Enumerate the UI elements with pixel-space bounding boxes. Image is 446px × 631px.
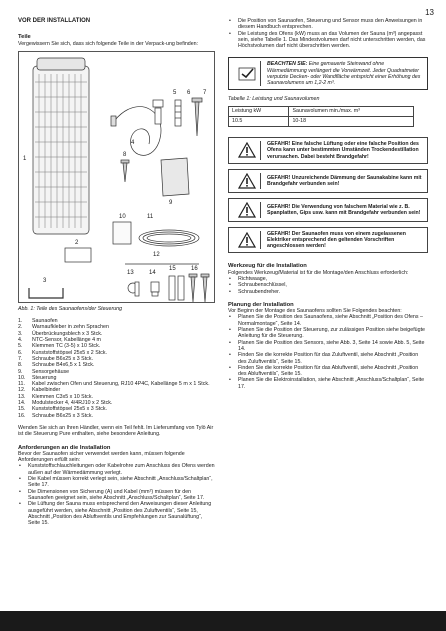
danger-box [228, 169, 428, 193]
screw-2-drawing [189, 274, 209, 302]
callout-13: 13 [127, 269, 134, 276]
warning-triangle-icon [233, 202, 261, 218]
list-item: • Die Dimensionen von Sicherung (A) und Kabel (mm²) müssen für den Saunaofen geeignet sein, siehe Abschnitt „Anschluss/Schaltplan“, Seite 17. [18, 489, 215, 502]
footer-bar [0, 611, 446, 631]
parts-intro: Vergewissern Sie sich, dass sich folgende Teile in der Verpack-ung befinden: [18, 40, 199, 47]
list-item: • Schraubendreher. [228, 289, 428, 295]
item-text: NTC-Sensor, Kabellänge 4 m [32, 337, 101, 344]
planning-intro: Vor Beginn der Montage des Saunaofens sollten Sie Folgendes beachten: [228, 308, 402, 315]
bridge-plate-drawing [29, 288, 63, 298]
list-item: • Planen Sie die Elektroinstallation, siehe Abschnitt „Anschluss/Schaltplan“, Seite 17. [228, 377, 428, 390]
table-cell: 10.5 [229, 116, 289, 126]
list-item: • Finden Sie die korrekte Position für das Abluftventil, siehe Abschnitt „Position des Abluftventils“, Seite 15. [228, 365, 428, 378]
note-box [228, 57, 428, 90]
danger-text: GEFAHR! Die Verwendung von falschem Material wie z. B. Spanplatten, Gips usw. kann mit Brandgefahr verbunden sein! [267, 203, 421, 216]
item-text: Klemmen TC (3-5) x 10 Stck. [32, 343, 101, 350]
requirements-intro: Bevor der Saunaofen sicher verwendet werden kann, müssen folgende Anforderungen erfüllt sein: [18, 450, 185, 464]
tools-intro: Folgendes Werkzeug/Material ist für die Montage/den Anschluss erforderlich: [228, 269, 409, 276]
figure-caption: Abb. 1: Teile des Saunaofens/der Steuerung [18, 305, 123, 312]
item-number: 15. [18, 406, 26, 413]
tools-heading: Werkzeug für die Installation [228, 263, 307, 270]
callout-9: 9 [169, 199, 173, 206]
item-number: 16. [18, 412, 26, 419]
item-number: 8. [18, 362, 23, 369]
table-header-cell: Saunavolumen min./max. m³ [289, 106, 414, 116]
item-number: 2. [18, 324, 23, 331]
list-item: • Die Lüftung der Sauna muss entsprechend den Anweisungen dieser Anleitung ausgeführt werden, siehe Abschnitt „Position des Zuluftventils“, Seite 15, Abschnitt „Position des Abluftventils und Empfehlungen zur Saunalüftung“, Seite 15. [18, 501, 215, 526]
planning-heading: Planung der Installation [228, 301, 294, 308]
right-column [228, 18, 428, 390]
table-header-row [229, 106, 414, 116]
item-number: 4. [18, 337, 23, 344]
parts-heading: Teile [18, 34, 31, 41]
item-text: Klemmen C3x5 x 10 Stck. [32, 393, 93, 400]
list-item: • Die Leistung des Ofens (kW) muss an das Volumen der Sauna (m³) angepasst sein, siehe Tabelle 1. Das Mindestvolumen darf nicht unterschritten werden, das Höchstvolumen darf nicht überschritten werden. [228, 31, 428, 50]
danger-text: GEFAHR! Der Saunaofen muss von einem zugelassenen Elektriker entsprechend den geltenden Vorschriften angeschlossen werden! [267, 230, 406, 250]
item-number: 13. [18, 393, 26, 400]
item-text: Steuerung [32, 374, 57, 381]
screw-drawing [192, 98, 202, 136]
plastic-plug-2-drawing [169, 276, 184, 300]
item-number: 10. [18, 374, 26, 381]
c-clips-drawing [128, 282, 139, 296]
list-item: • Planen Sie die Position des Saunaofens, siehe Abschnitt „Position des Ofens – Normalmontage“, Seite 14. [228, 314, 428, 327]
tc-clips-drawing [153, 100, 163, 124]
callout-5: 5 [173, 89, 177, 96]
table-cell: 10-18 [289, 116, 414, 126]
danger-box [228, 137, 428, 164]
warning-list [228, 137, 428, 253]
item-text: Schraube B6x25 x 3 Stck. [32, 355, 93, 362]
callout-12: 12 [153, 251, 160, 258]
note-body: Eine gemauerte Steinwand ohne Wärmedämmung verlängert die Vorwärmzeit. Jeder Quadratmeter verputzte Decken- oder Wandfläche entspricht einer Erhöhung des Saunavolumens um 1,2-2 m³. [267, 61, 421, 87]
item-number: 5. [18, 343, 23, 350]
item-text: Saunaofen [32, 318, 58, 325]
sensor-housing-drawing [161, 158, 189, 196]
callout-8: 8 [123, 151, 127, 158]
item-number: 1. [18, 318, 23, 325]
checkmark-icon [233, 61, 261, 86]
cable-coil-drawing [139, 230, 199, 246]
callout-11: 11 [147, 213, 154, 220]
list-item: • Planen Sie die Position des Sensors, siehe Abb. 3, Seite 14 sowie Abb. 5, Seite 14. [228, 340, 428, 353]
item-number: 9. [18, 368, 23, 375]
item-text: Warnaufkleber in zehn Sprachen [32, 324, 109, 331]
danger-box [228, 227, 428, 254]
danger-text: GEFAHR! Eine falsche Lüftung oder eine falsche Position des Ofens kann unter bestimmten Umständen Trockendestillation verursachen. Dabei besteht Brandgefahr! [267, 141, 419, 160]
list-item: • Die Position von Saunaofen, Steuerung und Sensor muss den Anweisungen in diesem Handbuch entsprechen. [228, 18, 428, 31]
callout-3: 3 [43, 277, 47, 284]
list-item: • Planen Sie die Position der Steuerung, zur zulässigen Position siehe beigefügte Anleitung für die Steuerung. [228, 327, 428, 340]
callout-6: 6 [187, 89, 191, 96]
item-text: Kunststoffstöpsel 25x5 x 3 Stck. [32, 406, 107, 413]
controller-drawing [113, 222, 131, 244]
capacity-table [228, 106, 414, 128]
item-text: Kunststoffstöpsel 25x5 x 2 Stck. [32, 349, 107, 356]
missing-parts-text: Wenden Sie sich an Ihren Händler, wenn ein Teil fehlt. Im Lieferumfang von Tylö Air ist die Steuerung Pure enthalten, siehe besondere Anleitung. [18, 424, 214, 438]
sauna-heater-drawing [33, 58, 89, 234]
parts-figure [18, 51, 215, 303]
note-text [267, 61, 423, 86]
table-header-cell: Leistung kW [229, 106, 289, 116]
page-number: 13 [425, 8, 434, 17]
callout-7: 7 [203, 89, 207, 96]
parts-list [18, 318, 215, 419]
callout-10: 10 [119, 213, 126, 220]
list-item [18, 413, 215, 419]
plastic-plug-drawing [175, 100, 181, 126]
item-number: 12. [18, 387, 26, 394]
warning-sticker-drawing [65, 248, 91, 262]
item-number: 11. [18, 381, 25, 388]
top-bullet-list [228, 18, 428, 49]
item-text: Schraube B6x25 x 3 Stck. [32, 412, 93, 419]
table-row [229, 116, 414, 126]
note-label: BEACHTEN SIE: [267, 61, 308, 68]
tools-list [228, 276, 428, 295]
danger-text: GEFAHR! Unzureichende Dämmung der Saunakabine kann mit Brandgefahr verbunden sein! [267, 174, 422, 187]
callout-15: 15 [169, 265, 176, 272]
item-number: 14. [18, 400, 26, 407]
warning-triangle-icon [233, 231, 261, 250]
planning-list [228, 314, 428, 390]
item-text: Sensorgehäuse [32, 368, 70, 375]
table-caption: Tabelle 1: Leistung und Saunavolumen [228, 96, 320, 103]
requirements-heading: Anforderungen an die Installation [18, 444, 111, 451]
item-text: Modulstecker 4, 4/4RJ10 x 2 Stck. [32, 400, 113, 407]
list-item: • Richtwaage, [228, 276, 428, 282]
item-text: Kabel zwischen Ofen und Steuerung, RJ10 4P4C, Kabellänge 5 m x 1 Stck. [32, 381, 210, 388]
danger-box [228, 198, 428, 222]
callout-2: 2 [75, 239, 79, 246]
item-text: Kabelbinder [32, 387, 61, 394]
warning-triangle-icon [233, 173, 261, 189]
section-title: VOR DER INSTALLATION [18, 18, 91, 24]
callout-16: 16 [191, 265, 198, 272]
list-item: • Kunststoffschlauchleitungen oder Kabelrohre zum Anschluss des Ofens werden außen auf der Wärmedämmung verlegt. [18, 463, 215, 476]
item-number: 7. [18, 355, 23, 362]
list-item: • Finden Sie die korrekte Position für das Zuluftventil, siehe Abschnitt „Position des Zuluftventils“, Seite 15. [228, 352, 428, 365]
item-text: Überbrückungsblech x 3 Stck. [32, 330, 103, 337]
requirements-list [18, 463, 215, 526]
item-number: 3. [18, 330, 23, 337]
list-item: • Schraubenschlüssel, [228, 282, 428, 288]
callout-1: 1 [23, 155, 27, 162]
left-column [18, 18, 215, 526]
callout-14: 14 [149, 269, 156, 276]
callout-4: 4 [131, 139, 135, 146]
item-number: 6. [18, 349, 23, 356]
list-item: • Die Kabel müssen korrekt verlegt sein, siehe Abschnitt „Anschluss/Schaltplan“, Seite 17. [18, 476, 215, 489]
modular-plug-drawing [151, 282, 159, 296]
warning-triangle-icon [233, 141, 261, 160]
small-screw-drawing [121, 160, 129, 182]
item-text: Schraube B4x6,5 x 1 Stck. [32, 362, 95, 369]
ntc-sensor-drawing [111, 106, 161, 155]
